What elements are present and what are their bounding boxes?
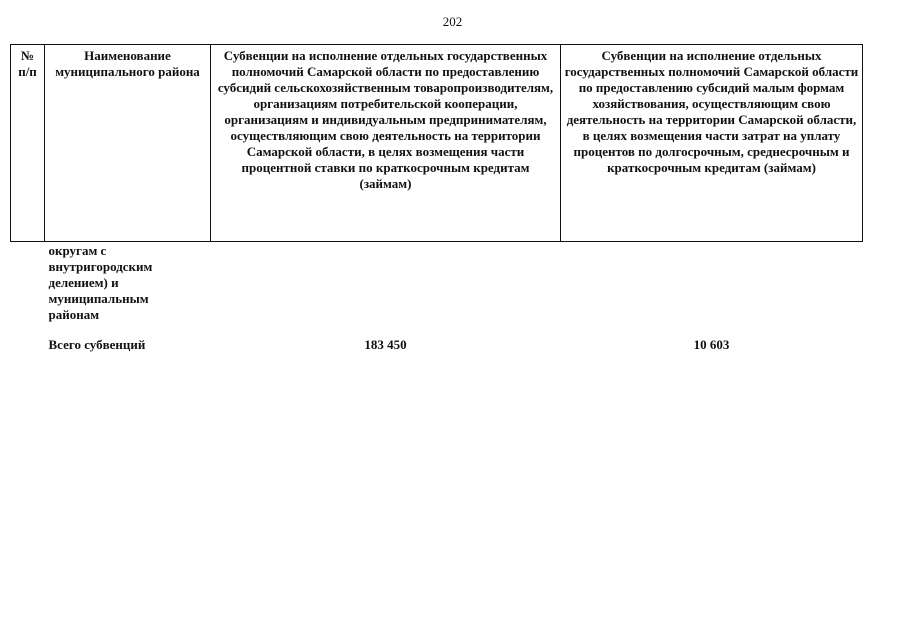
subventions-table	[10, 44, 863, 353]
continuation-label	[45, 242, 211, 324]
total-label: Всего субвенций	[48, 337, 146, 352]
table-header-row	[11, 45, 863, 242]
continuation-line: делением) и	[48, 275, 119, 290]
header-subvention-small-business: Субвенции на исполнение отдельных государственных полномочий Самарской области по предоставлению субсидий малым формам хозяйствования, осуществляющим свою деятельность на территории Самарской области, в целях возмещения части затрат на уплату процентов по долгосрочным, среднесрочным и краткосрочным кредитам (займам)	[561, 45, 863, 242]
page-number: 202	[442, 14, 463, 29]
total-row	[11, 323, 863, 353]
continuation-line: округам с	[48, 243, 107, 258]
continuation-line: внутригородским	[48, 259, 153, 274]
continuation-row	[11, 242, 863, 324]
continuation-line: муниципальным	[48, 291, 149, 306]
total-value-small-business: 10 603	[693, 337, 730, 352]
total-value-agri: 183 450	[364, 337, 407, 352]
header-subvention-agri: Субвенции на исполнение отдельных государственных полномочий Самарской области по предоставлению субсидий сельскохозяйственным товаропроизводителям, организациям потребительской кооперации, организациям и индивидуальным предпринимателям, осуществляющим свою деятельность на территории Самарской области, в целях возмещения части процентной ставки по краткосрочным кредитам (займам)	[211, 45, 561, 242]
header-district-name: Наименование муниципального района	[45, 45, 211, 242]
header-number: № п/п	[11, 45, 45, 242]
continuation-line: районам	[48, 307, 100, 322]
